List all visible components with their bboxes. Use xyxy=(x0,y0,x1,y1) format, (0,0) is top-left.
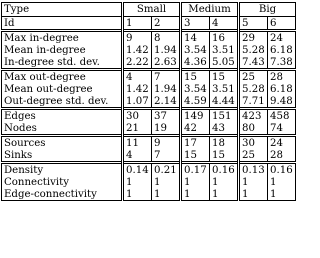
table-cell: 7 xyxy=(152,149,181,163)
group-header-medium: Medium xyxy=(181,3,239,17)
table-cell: 1 xyxy=(152,188,181,201)
table-cell: 11 xyxy=(123,136,152,150)
table-cell: 7.38 xyxy=(268,56,296,70)
table-cell: 15 xyxy=(181,70,210,84)
table-cell: 7.43 xyxy=(239,56,268,70)
id-header-label: Id xyxy=(2,17,123,31)
header-row-ids xyxy=(2,17,296,31)
table-row xyxy=(2,188,296,201)
table-cell: 18 xyxy=(210,136,239,150)
table-cell: 3.54 xyxy=(181,44,210,56)
table-cell: 29 xyxy=(239,31,268,45)
table-cell: 5.28 xyxy=(239,44,268,56)
table-row xyxy=(2,95,296,109)
graph-statistics-table xyxy=(1,2,296,201)
table-cell: 19 xyxy=(152,122,181,136)
table-row xyxy=(2,149,296,163)
id-header-cell: 1 xyxy=(123,17,152,31)
table-row xyxy=(2,70,296,84)
table-cell: 1 xyxy=(123,176,152,188)
table-cell: 423 xyxy=(239,109,268,123)
table-cell: 0.16 xyxy=(268,163,296,177)
table-cell: 2.22 xyxy=(123,56,152,70)
table-cell: 0.14 xyxy=(123,163,152,177)
table-cell: 16 xyxy=(210,31,239,45)
table-cell: 80 xyxy=(239,122,268,136)
table-cell: 1 xyxy=(210,176,239,188)
row-label: Connectivity xyxy=(4,176,70,188)
id-header-cell: 4 xyxy=(210,17,239,31)
table-cell: 4.36 xyxy=(181,56,210,70)
row-label: Max in-degree xyxy=(2,31,123,45)
row-label: Sources xyxy=(2,136,123,150)
table-cell: 1.94 xyxy=(152,83,181,95)
table-cell: 24 xyxy=(268,136,296,150)
table-cell: 25 xyxy=(239,149,268,163)
table-cell: 1 xyxy=(123,188,152,201)
table-cell: 1 xyxy=(181,188,210,201)
header-row-groups xyxy=(2,3,296,17)
table-cell: 1 xyxy=(268,188,296,201)
type-header-label: Type xyxy=(4,4,30,15)
table-row xyxy=(2,122,296,136)
table-cell: 28 xyxy=(268,70,296,84)
table-cell: 42 xyxy=(181,122,210,136)
id-header-cell: 5 xyxy=(239,17,268,31)
table-cell: 4 xyxy=(123,149,152,163)
row-label: Mean in-degree xyxy=(4,44,86,56)
table-cell: 0.17 xyxy=(181,163,210,177)
table-row xyxy=(2,136,296,150)
table-cell: 4.59 xyxy=(181,95,210,109)
table-cell: 5.28 xyxy=(239,83,268,95)
table-cell: 9.48 xyxy=(268,95,296,109)
table-cell: 30 xyxy=(239,136,268,150)
table-row xyxy=(2,44,296,56)
table-cell: 1.07 xyxy=(123,95,152,109)
table-cell: 1.42 xyxy=(123,83,152,95)
table-cell: 3.51 xyxy=(210,83,239,95)
table-cell: 149 xyxy=(181,109,210,123)
table-cell: 8 xyxy=(152,31,181,45)
table-cell: 6.18 xyxy=(268,44,296,56)
row-label: In-degree std. dev. xyxy=(4,56,100,68)
table-cell: 43 xyxy=(210,122,239,136)
row-label: Out-degree std. dev. xyxy=(4,95,109,107)
table-cell: 4.44 xyxy=(210,95,239,109)
table-row xyxy=(2,109,296,123)
row-label: Max out-degree xyxy=(2,70,123,84)
id-header-cell: 2 xyxy=(152,17,181,31)
table-cell: 1 xyxy=(239,188,268,201)
table-cell: 28 xyxy=(268,149,296,163)
table-cell: 15 xyxy=(210,70,239,84)
table-cell: 1 xyxy=(210,188,239,201)
table-cell: 14 xyxy=(181,31,210,45)
table-cell: 7 xyxy=(152,70,181,84)
group-header-big: Big xyxy=(239,3,296,17)
table-row xyxy=(2,31,296,45)
id-header-cell: 6 xyxy=(268,17,296,31)
table-cell: 9 xyxy=(123,31,152,45)
table-cell: 17 xyxy=(181,136,210,150)
row-label: Mean out-degree xyxy=(4,83,93,95)
table-cell: 1 xyxy=(181,176,210,188)
row-label: Edges xyxy=(2,109,123,123)
table-cell: 74 xyxy=(268,122,296,136)
table-cell: 15 xyxy=(181,149,210,163)
table-cell: 37 xyxy=(152,109,181,123)
table-cell: 5.05 xyxy=(210,56,239,70)
table-body xyxy=(2,3,296,201)
table-cell: 1 xyxy=(268,176,296,188)
table-cell: 21 xyxy=(123,122,152,136)
table-cell: 4 xyxy=(123,70,152,84)
table-cell: 1 xyxy=(152,176,181,188)
table-cell: 1.42 xyxy=(123,44,152,56)
row-label: Density xyxy=(2,163,123,177)
table-row xyxy=(2,176,296,188)
row-label: Sinks xyxy=(4,149,33,161)
group-header-small: Small xyxy=(123,3,181,17)
table-cell: 24 xyxy=(268,31,296,45)
table-cell: 0.21 xyxy=(152,163,181,177)
table-cell: 25 xyxy=(239,70,268,84)
table-cell: 3.51 xyxy=(210,44,239,56)
table-cell: 15 xyxy=(210,149,239,163)
table-cell: 151 xyxy=(210,109,239,123)
table-row xyxy=(2,163,296,177)
row-label: Nodes xyxy=(4,122,37,134)
table-cell: 3.54 xyxy=(181,83,210,95)
table-cell: 458 xyxy=(268,109,296,123)
table-cell: 1 xyxy=(239,176,268,188)
row-label: Edge-connectivity xyxy=(4,188,97,200)
table-cell: 9 xyxy=(152,136,181,150)
table-cell: 30 xyxy=(123,109,152,123)
table-cell: 2.14 xyxy=(152,95,181,109)
table-cell: 1.94 xyxy=(152,44,181,56)
table-cell: 2.63 xyxy=(152,56,181,70)
table-row xyxy=(2,83,296,95)
id-header-cell: 3 xyxy=(181,17,210,31)
table-cell: 0.16 xyxy=(210,163,239,177)
table-cell: 7.71 xyxy=(239,95,268,109)
table-cell: 0.13 xyxy=(239,163,268,177)
table-row xyxy=(2,56,296,70)
table-cell: 6.18 xyxy=(268,83,296,95)
